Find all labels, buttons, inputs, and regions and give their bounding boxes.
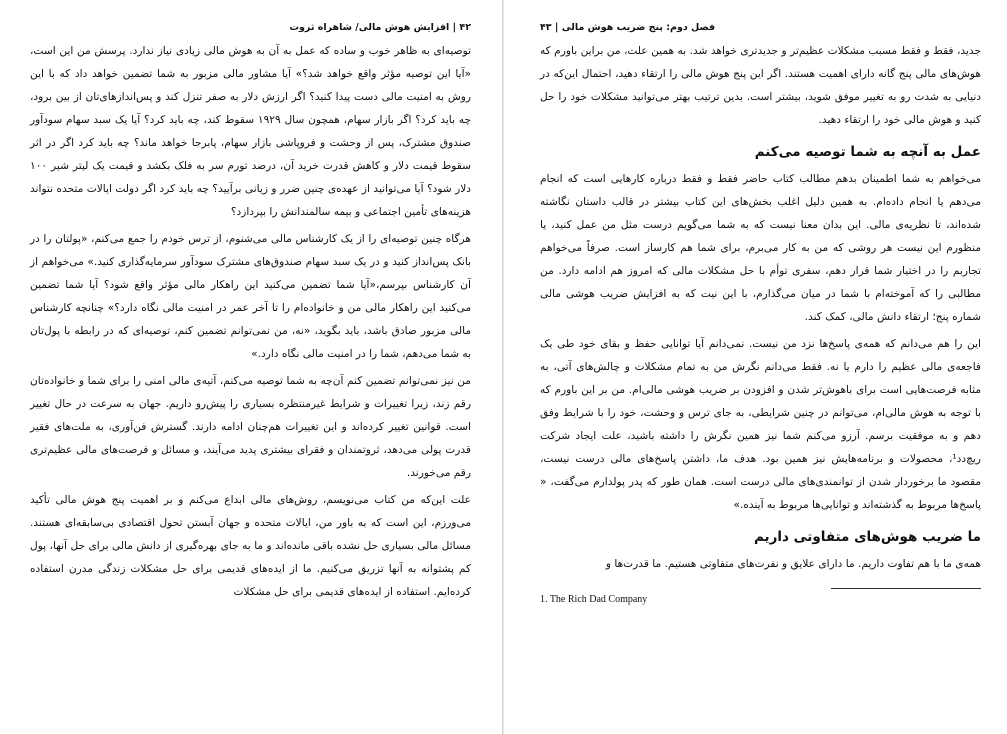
footnote: 1. The Rich Dad Company (540, 594, 648, 605)
right-paragraph-1: جدید، فقط و فقط مسبب مشکلات عظیم‌تر و جدیدتری خواهد شد. به همین علت، من براین باورم که هوش‌های مالی پنج گانه دارای اهمیت هستند. اگر این پنج هوش مالی را ارتقاء دهید، احتمال این‌که در دنیایی به شدت رو به تغییر موفق شوید، بیشتر است. بدین ترتیب بهتر می‌توانید مشکلات خود را حل کنید و هوش مالی خود را ارتقاء دهید. (540, 45, 981, 126)
right-running-head: فصل دوم: پنج ضریب هوش مالی | ۴۳ (540, 22, 716, 33)
left-paragraph-3: من نیز نمی‌توانم تضمین کنم آن‌چه به شما توصیه می‌کنم، آتیه‌ی مالی امنی را برای شما و خانواده‌تان رقم زند، زیرا تغییرات و شرایط غیرمنتظره بسیاری را پیش‌رو داریم. جهان به سرعت در حال تغییر است. قوانین تغییر کرده‌اند و این تغییرات هم‌چنان ادامه دارند. گسترش فن‌آوری، به ملت‌های فقیر قدرت پولی می‌دهد، ثروتمندان و فقرای بیشتری پدید می‌آیند، و مسائل و فرصت‌های مالی عظیم‌تری رقم می‌خورند. (30, 375, 471, 479)
right-page (504, 0, 1007, 734)
right-paragraph-4: همه‌ی ما با هم تفاوت داریم. ما دارای علایق و نفرت‌های متفاوتی هستیم. ما قدرت‌ها و (605, 558, 981, 570)
left-page (0, 0, 503, 734)
right-paragraph-3: این را هم می‌دانم که همه‌ی پاسخ‌ها نزد من نیست. نمی‌دانم آیا توانایی حفظ و بقای خود طی یک فاجعه‌ی مالی عظیم را دارم یا نه. فقط می‌دانم نگرش من به تمام مشکلات و چالش‌های آتی، به مثابه فرصت‌هایی است برای باهوش‌تر شدن و افزودن بر ضریب هوشی مالی‌ام. من بر این باورم که با توجه به هوش مالی‌ام، می‌توانم در چنین شرایطی، به جای ترس و وحشت، خود را با شرایط وفق دهم و به موفقیت برسم. آرزو می‌کنم شما نیز همین نگرش را داشته باشید، علت ایجاد شرکت ریچ‌دد¹، محصولات و برنامه‌هایش نیز همین بود. هدف ما، داشتن پاسخ‌های مالی درست نیست، مقصود ما برخوردار شدن از توانمندی‌های مالی درست است. همان طور که پدر پولدارم می‌گفت، « پاسخ‌ها مربوط به گذشته‌اند و توانایی‌ها مربوط به آینده.» (540, 338, 981, 511)
section-heading-1: عمل به آنچه به شما توصیه می‌کنم (754, 144, 981, 160)
left-paragraph-2: هرگاه چنین توصیه‌ای را از یک کارشناس مالی می‌شنوم، از ترس خودم را جمع می‌کنم، «پولتان را در بانک پس‌انداز کنید و در یک سبد سهام صندوق‌های مشترک سودآور سرمایه‌گذاری کنید.» می‌خواهم از آن کارشناس بپرسم،«آیا شما تضمین می‌کنید این راهکار مالی مؤثر واقع شود؟ آیا شما تضمین می‌کنید این راهکار مالی من و خانواده‌ام را تا آخر عمر در امنیت مالی نگاه دارد؟» چنانچه کارشناس مالی مزبور صادق باشد، باید بگوید، «نه، من نمی‌توانم تضمین کنم، توصیه‌ای که در رابطه با پول‌تان به شما می‌دهم، شما را در امنیت مالی نگاه دارد.» (30, 233, 471, 360)
right-paragraph-2: می‌خواهم به شما اطمینان بدهم مطالب کتاب حاضر فقط و فقط درباره کارهایی است که انجام می‌دهم یا انجام داده‌ام. به همین دلیل اغلب بخش‌های این کتاب بیشتر در قالب داستان نگاشته شده‌اند، تا نظریه‌ی مالی. این بدان معنا نیست که به شما می‌گویم درست مثل من عمل کنید، یا منظورم این نیست هر روشی که من به کار می‌برم، برای شما هم کارساز است. صرفاً می‌خواهم تجاربم را در اختیار شما قرار دهم، سفری توأم با حل مشکلات مالی که امروز هم ادامه دارد. من مطالبی را که آموخته‌ام با شما در میان می‌گذارم، با این نیت که به افزایش ضریب هوشی مالی شماره پنج؛ ارتقاء دانش مالی، کمک کند. (540, 173, 981, 323)
left-running-head: ۴۲ | افزایش هوش مالی/ شاهراه ثروت (289, 22, 471, 33)
left-paragraph-4: علت این‌که من کتاب می‌نویسم، روش‌های مالی ابداع می‌کنم و بر اهمیت پنج هوش مالی تأکید می‌ورزم، این است که به باور من، ایالات متحده و جهان آبستن تحول اقتصادی بی‌سابقه‌ای هستند. مسائل مالی بسیاری حل نشده باقی مانده‌اند و ما به جای بهره‌گیری از دانش مالی برای حل آنها، پول کم پشتوانه به آنها تزریق می‌کنیم. ما از ایده‌های قدیمی برای حل مشکلات زندگی مدرن استفاده کرده‌ایم. استفاده از ایده‌های قدیمی برای حل مشکلات (30, 494, 471, 598)
left-paragraph-1: توصیه‌ای به ظاهر خوب و ساده که عمل به آن به هوش مالی زیادی نیاز ندارد. پرسش من این است، «آیا این توصیه مؤثر واقع خواهد شد؟» آیا مشاور مالی مزبور به شما تضمین خواهد داد که با این روش به امنیت مالی دست پیدا کنید؟ اگر ارزش دلار به صفر تنزل کند و پس‌اندازهای‌تان از بین برود، چه باید کرد؟ اگر بازار سهام، همچون سال ۱۹۲۹ سقوط کند، چه باید کرد؟ آیا یک سبد سهام سودآور صندوق مشترک، پس از وحشت و فروپاشی بازار سهام، پابرجا خواهد ماند؟ چه باید کرد اگر در اثر سقوط قیمت دلار و کاهش قدرت خرید آن، درصد تورم سر به فلک بکشد و قیمت یک لیتر شیر ۱۰۰ دلار شود؟ آیا می‌توانید از عهده‌ی چنین ضرر و زیانی برآیید؟ چه باید کرد اگر دولت ایالات متحده نتواند هزینه‌های تأمین اجتماعی و بیمه سالمندانش را بپردازد؟ (30, 45, 471, 218)
footnote-divider (831, 588, 981, 589)
section-heading-2: ما ضریب هوش‌های متفاوتی داریم (753, 529, 981, 545)
